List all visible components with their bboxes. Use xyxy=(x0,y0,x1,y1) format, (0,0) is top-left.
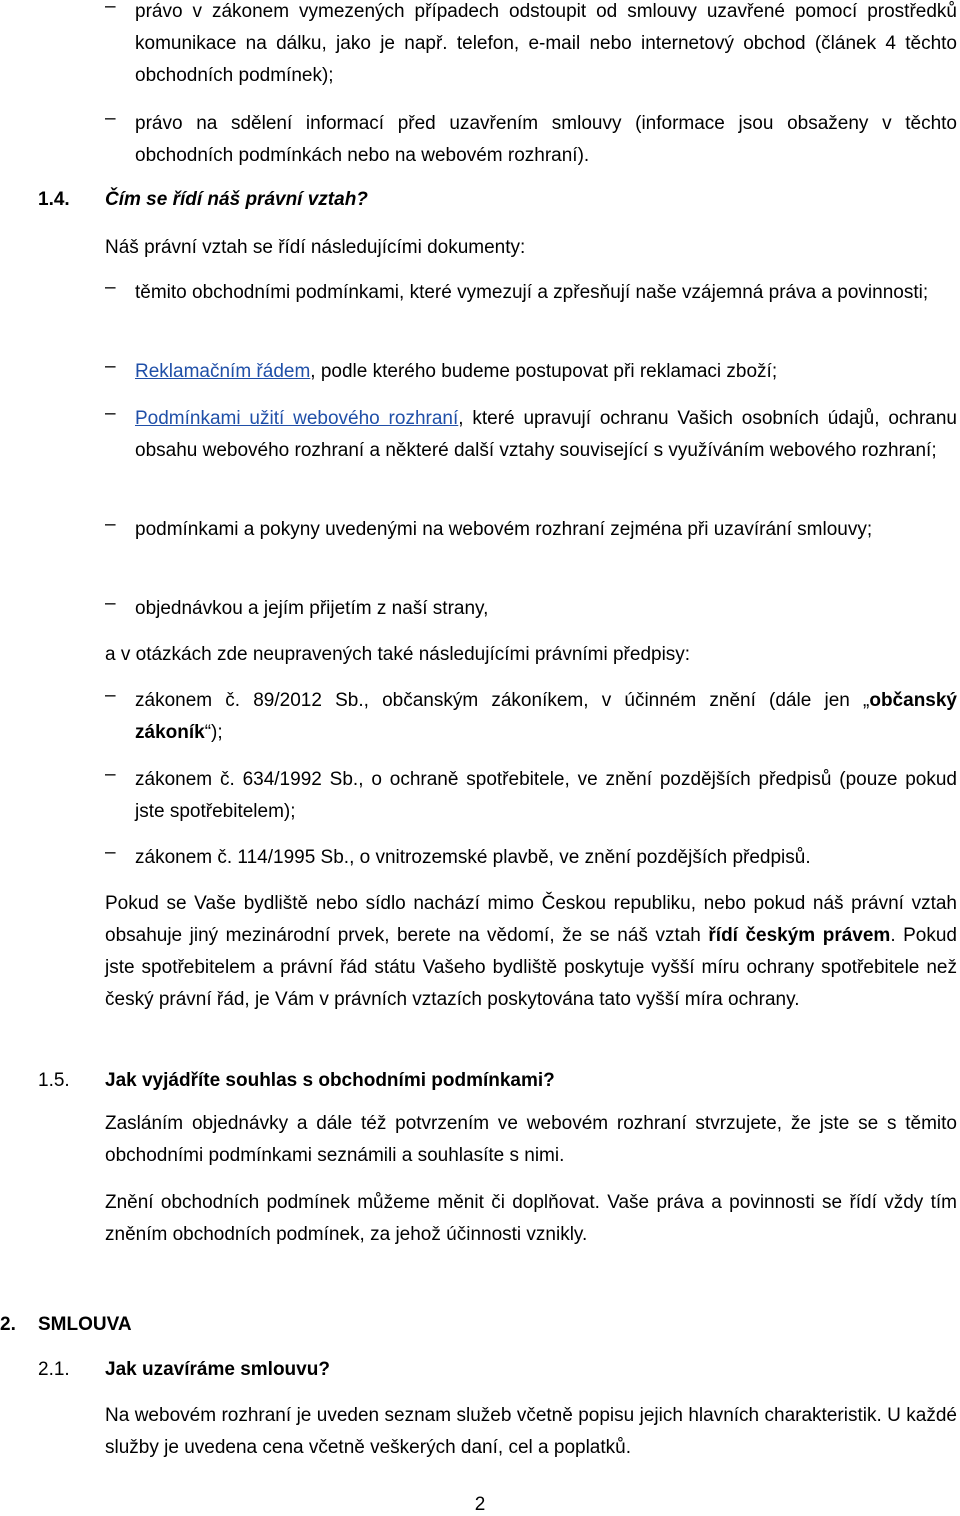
list-item-text: těmito obchodními podmínkami, které vymezují a zpřesňují naše vzájemná práva a povinnosti; xyxy=(135,282,929,303)
paragraph-bold: řídí českým právem xyxy=(708,925,891,946)
dash-bullet: – xyxy=(105,0,116,17)
chapter-number: 2. xyxy=(0,1314,16,1335)
list-item xyxy=(105,514,957,546)
list-item xyxy=(105,593,957,625)
paragraph: a v otázkách zde neupravených také následujícími právními předpisy: xyxy=(105,644,691,665)
list-item-text: podmínkami a pokyny uvedenými na webovém rozhraní zejména při uzavírání smlouvy; xyxy=(135,519,873,540)
list-item xyxy=(105,0,957,92)
dash-bullet: – xyxy=(105,593,116,614)
list-item xyxy=(105,685,957,749)
list-item xyxy=(105,842,957,874)
section-title: Jak vyjádříte souhlas s obchodními podmínkami? xyxy=(105,1070,555,1091)
list-item-text: právo v zákonem vymezených případech odstoupit od smlouvy uzavřené pomocí prostředků komunikace na dálku, jako je např. telefon, e-mail nebo internetový obchod (článek 4 těchto obchodních podmínek); xyxy=(135,1,957,86)
list-item-rest: , podle kterého budeme postupovat při reklamaci zboží; xyxy=(310,361,778,382)
list-item xyxy=(105,356,957,388)
dash-bullet: – xyxy=(105,764,116,785)
law-ref: zákonem č. 89/2012 Sb. xyxy=(135,690,364,711)
dash-bullet: – xyxy=(105,108,116,129)
list-item xyxy=(105,403,957,467)
dash-bullet: – xyxy=(105,356,116,377)
page-number: 2 xyxy=(474,1494,486,1515)
paragraph xyxy=(105,888,957,1016)
section-title: Jak uzavíráme smlouvu? xyxy=(105,1359,330,1380)
list-item-rest: , které upravují ochranu Vašich osobních údajů, ochranu obsahu webového rozhraní a některé další vztahy související s využíváním webového rozhraní; xyxy=(135,408,958,461)
list-item-text xyxy=(135,356,957,388)
law-text: , o ochraně spotřebitele, ve znění pozdějších předpisů (pouze pokud jste spotřebitelem); xyxy=(135,769,957,822)
list-item xyxy=(105,108,957,172)
law-ref: zákonem č. 114/1995 Sb. xyxy=(135,847,350,868)
list-item-text xyxy=(135,842,957,874)
section-number: 1.5. xyxy=(38,1070,70,1091)
law-text: , o vnitrozemské plavbě, ve znění pozdějších předpisů. xyxy=(349,847,811,868)
chapter-title: SMLOUVA xyxy=(38,1314,132,1335)
list-item-text: objednávkou a jejím přijetím z naší strany, xyxy=(135,598,489,619)
dash-bullet: – xyxy=(105,842,116,863)
paragraph-text: Pokud se Vaše bydliště nebo sídlo nachází mimo Českou republiku, nebo pokud náš právní vztah obsahuje jiný mezinárodní prvek, berete na vědomí, že se náš vztah xyxy=(105,893,957,946)
paragraph: Náš právní vztah se řídí následujícími dokumenty: xyxy=(105,237,526,258)
list-item-text: právo na sdělení informací před uzavřením smlouvy (informace jsou obsaženy v těchto obchodních podmínkách nebo na webovém rozhraní). xyxy=(135,113,957,166)
law-text: , občanským zákoníkem, v účinném znění (dále jen „ xyxy=(363,690,870,711)
law-ref: zákonem č. 634/1992 Sb. xyxy=(135,769,359,790)
law-text-end: “); xyxy=(204,722,223,743)
section-title: Čím se řídí náš právní vztah? xyxy=(105,189,368,210)
reklamacni-rad-link[interactable]: Reklamačním řádem xyxy=(135,361,311,382)
dash-bullet: – xyxy=(105,277,116,298)
list-item xyxy=(105,764,957,828)
paragraph-text: . Pokud jste spotřebitelem a právní řád státu Vašeho bydliště poskytuje vyšší míru ochrany spotřebitele než český právní řád, je Vám v právních vztazích poskytována tato vyšší míra ochrany. xyxy=(105,925,957,1010)
list-item-text xyxy=(135,764,957,828)
podminky-uziti-link[interactable]: Podmínkami užití webového rozhraní xyxy=(135,408,459,429)
dash-bullet: – xyxy=(105,514,116,535)
law-abbreviation: občanský zákoník xyxy=(135,690,957,743)
paragraph: Zasláním objednávky a dále též potvrzením ve webovém rozhraní stvrzujete, že jste se s těmito obchodními podmínkami seznámili a souhlasíte s nimi. xyxy=(105,1113,957,1166)
section-number: 1.4. xyxy=(38,189,70,210)
list-item-text xyxy=(135,685,957,749)
dash-bullet: – xyxy=(105,685,116,706)
list-item xyxy=(105,277,957,309)
paragraph: Znění obchodních podmínek můžeme měnit či doplňovat. Vaše práva a povinnosti se řídí vždy tím zněním obchodních podmínek, za jehož účinnosti vznikly. xyxy=(105,1192,957,1245)
section-number: 2.1. xyxy=(38,1359,70,1380)
paragraph: Na webovém rozhraní je uveden seznam služeb včetně popisu jejich hlavních charakteristik. U každé služby je uvedena cena včetně veškerých daní, cel a poplatků. xyxy=(105,1405,957,1458)
dash-bullet: – xyxy=(105,403,116,424)
list-item-text xyxy=(135,403,957,467)
